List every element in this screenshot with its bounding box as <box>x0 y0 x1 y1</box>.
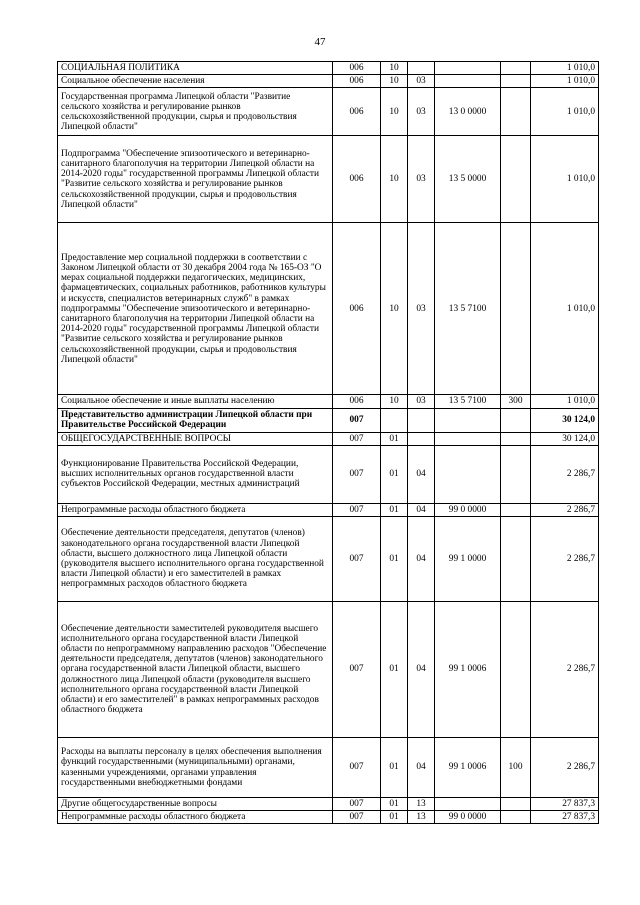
cell-section-code: 10 <box>381 75 408 88</box>
cell-amount: 1 010,0 <box>531 395 599 408</box>
cell-ved-code: 007 <box>333 503 381 516</box>
cell-section-code: 01 <box>381 602 408 738</box>
cell-ved-code: 007 <box>333 602 381 738</box>
cell-expense-type <box>501 503 531 516</box>
cell-section-code: 01 <box>381 432 408 445</box>
cell-subsection-code: 13 <box>408 811 435 824</box>
cell-subsection-code <box>408 62 435 75</box>
cell-target-article: 13 5 0000 <box>435 136 501 223</box>
cell-amount: 1 010,0 <box>531 75 599 88</box>
cell-subsection-code: 04 <box>408 602 435 738</box>
table-row <box>58 408 599 432</box>
page-number: 47 <box>314 36 326 48</box>
cell-amount: 1 010,0 <box>531 223 599 395</box>
cell-target-article: 99 0 0000 <box>435 503 501 516</box>
cell-amount: 2 286,7 <box>531 517 599 602</box>
cell-expense-type <box>501 517 531 602</box>
table-row <box>58 811 599 824</box>
cell-section-code <box>381 408 408 432</box>
cell-amount: 2 286,7 <box>531 445 599 503</box>
cell-ved-code: 007 <box>333 811 381 824</box>
table-row <box>58 738 599 798</box>
cell-ved-code: 007 <box>333 798 381 811</box>
cell-name: Функционирование Правительства Российской Федерации, высших исполнительных органов государственной власти субъектов Российской Федерации, местных администраций <box>58 445 333 503</box>
cell-target-article: 99 0 0000 <box>435 811 501 824</box>
table-row <box>58 88 599 136</box>
cell-amount: 27 837,3 <box>531 811 599 824</box>
cell-ved-code: 007 <box>333 517 381 602</box>
cell-name: ОБЩЕГОСУДАРСТВЕННЫЕ ВОПРОСЫ <box>58 432 333 445</box>
cell-name: Представительство администрации Липецкой области при Правительстве Российской Федерации <box>58 408 333 432</box>
table-row <box>58 503 599 516</box>
cell-name: Непрограммные расходы областного бюджета <box>58 503 333 516</box>
cell-section-code: 10 <box>381 136 408 223</box>
cell-expense-type <box>501 88 531 136</box>
cell-expense-type: 100 <box>501 738 531 798</box>
cell-name: Обеспечение деятельности председателя, депутатов (членов) законодательного органа государственной власти Липецкой области, высшего должностного лица Липецкой области (руководителя высшего исполнительного органа государственной власти Липецкой области) и его заместителей в рамках непрограммных расходов областного бюджета <box>58 517 333 602</box>
cell-amount: 2 286,7 <box>531 602 599 738</box>
cell-section-code: 10 <box>381 223 408 395</box>
cell-subsection-code: 04 <box>408 738 435 798</box>
cell-target-article: 13 5 7100 <box>435 395 501 408</box>
cell-expense-type <box>501 798 531 811</box>
cell-target-article <box>435 445 501 503</box>
table-row <box>58 75 599 88</box>
cell-section-code: 01 <box>381 811 408 824</box>
cell-ved-code: 006 <box>333 395 381 408</box>
cell-section-code: 01 <box>381 517 408 602</box>
cell-subsection-code: 03 <box>408 75 435 88</box>
cell-expense-type <box>501 432 531 445</box>
cell-subsection-code: 03 <box>408 136 435 223</box>
cell-target-article <box>435 62 501 75</box>
table-row <box>58 517 599 602</box>
cell-name: Другие общегосударственные вопросы <box>58 798 333 811</box>
cell-subsection-code <box>408 408 435 432</box>
cell-name: Предоставление мер социальной поддержки в соответствии с Законом Липецкой области от 30 декабря 2004 года № 165-ОЗ "О мерах социальной поддержки педагогических, медицинских, фармацевтических, социальных работников, работников культуры и искусств, специалистов ветеринарных служб" в рамках подпрограммы "Обеспечение эпизоотического и ветеринарно-санитарного благополучия на территории Липецкой области на 2014-2020 годы" государственной программы Липецкой области "Развитие сельского хозяйства и регулирование рынков сельскохозяйственной продукции, сырья и продовольствия Липецкой области" <box>58 223 333 395</box>
cell-expense-type <box>501 811 531 824</box>
cell-name: Социальное обеспечение населения <box>58 75 333 88</box>
cell-amount: 1 010,0 <box>531 62 599 75</box>
cell-amount: 1 010,0 <box>531 88 599 136</box>
cell-ved-code: 006 <box>333 136 381 223</box>
cell-name: Государственная программа Липецкой области "Развитие сельского хозяйства и регулирование рынков сельскохозяйственной продукции, сырья и продовольствия Липецкой области" <box>58 88 333 136</box>
cell-section-code: 01 <box>381 798 408 811</box>
table-row <box>58 62 599 75</box>
table-row <box>58 445 599 503</box>
cell-target-article <box>435 798 501 811</box>
cell-subsection-code <box>408 432 435 445</box>
cell-target-article: 13 5 7100 <box>435 223 501 395</box>
cell-section-code: 01 <box>381 503 408 516</box>
cell-amount: 2 286,7 <box>531 738 599 798</box>
cell-target-article: 99 1 0000 <box>435 517 501 602</box>
cell-ved-code: 006 <box>333 88 381 136</box>
table-row <box>58 602 599 738</box>
budget-table <box>57 61 599 824</box>
cell-section-code: 01 <box>381 738 408 798</box>
cell-expense-type <box>501 136 531 223</box>
cell-ved-code: 006 <box>333 62 381 75</box>
cell-amount: 30 124,0 <box>531 432 599 445</box>
cell-expense-type <box>501 223 531 395</box>
cell-ved-code: 006 <box>333 75 381 88</box>
cell-name: Непрограммные расходы областного бюджета <box>58 811 333 824</box>
cell-amount: 27 837,3 <box>531 798 599 811</box>
cell-section-code: 01 <box>381 445 408 503</box>
table-row <box>58 395 599 408</box>
cell-subsection-code: 03 <box>408 88 435 136</box>
budget-table-body <box>58 62 599 824</box>
cell-name: Социальное обеспечение и иные выплаты населению <box>58 395 333 408</box>
cell-amount: 1 010,0 <box>531 136 599 223</box>
cell-target-article: 13 0 0000 <box>435 88 501 136</box>
cell-target-article <box>435 432 501 445</box>
table-row <box>58 136 599 223</box>
cell-subsection-code: 03 <box>408 395 435 408</box>
cell-ved-code: 007 <box>333 445 381 503</box>
cell-ved-code: 006 <box>333 223 381 395</box>
cell-name: Расходы на выплаты персоналу в целях обеспечения выполнения функций государственными (муниципальными) органами, казенными учреждениями, органами управления государственными внебюджетными фондами <box>58 738 333 798</box>
cell-section-code: 10 <box>381 395 408 408</box>
cell-subsection-code: 04 <box>408 503 435 516</box>
cell-subsection-code: 13 <box>408 798 435 811</box>
cell-expense-type <box>501 62 531 75</box>
cell-section-code: 10 <box>381 62 408 75</box>
cell-amount: 2 286,7 <box>531 503 599 516</box>
cell-expense-type: 300 <box>501 395 531 408</box>
cell-ved-code: 007 <box>333 432 381 445</box>
cell-expense-type <box>501 445 531 503</box>
cell-expense-type <box>501 75 531 88</box>
cell-name: Подпрограмма "Обеспечение эпизоотического и ветеринарно-санитарного благополучия на территории Липецкой области на 2014-2020 годы" государственной программы Липецкой области "Развитие сельского хозяйства и регулирование рынков сельскохозяйственной продукции, сырья и продовольствия Липецкой области" <box>58 136 333 223</box>
cell-target-article: 99 1 0006 <box>435 738 501 798</box>
cell-target-article: 99 1 0006 <box>435 602 501 738</box>
cell-subsection-code: 04 <box>408 445 435 503</box>
table-row <box>58 432 599 445</box>
cell-ved-code: 007 <box>333 408 381 432</box>
table-row <box>58 223 599 395</box>
cell-expense-type <box>501 408 531 432</box>
cell-amount: 30 124,0 <box>531 408 599 432</box>
cell-ved-code: 007 <box>333 738 381 798</box>
table-row <box>58 798 599 811</box>
cell-name: СОЦИАЛЬНАЯ ПОЛИТИКА <box>58 62 333 75</box>
cell-subsection-code: 03 <box>408 223 435 395</box>
cell-subsection-code: 04 <box>408 517 435 602</box>
cell-target-article <box>435 408 501 432</box>
cell-name: Обеспечение деятельности заместителей руководителя высшего исполнительного органа государственной власти Липецкой области по непрограммному направлению расходов "Обеспечение деятельности председателя, депутатов (членов) законодательного органа государственной власти Липецкой области, высшего должностного лица Липецкой области (руководителя высшего исполнительного органа государственной власти Липецкой области) и его заместителей" в рамках непрограммных расходов областного бюджета <box>58 602 333 738</box>
cell-target-article <box>435 75 501 88</box>
cell-section-code: 10 <box>381 88 408 136</box>
cell-expense-type <box>501 602 531 738</box>
